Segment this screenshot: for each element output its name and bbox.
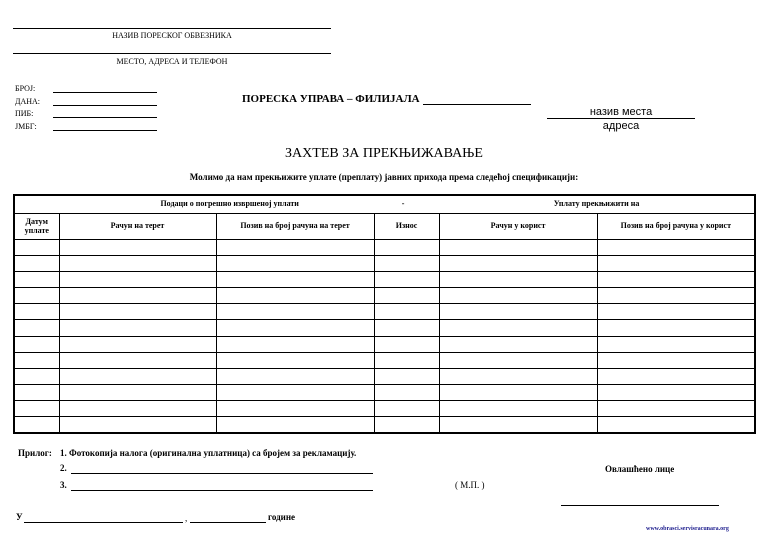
cell[interactable] (59, 336, 216, 352)
office-title: ПОРЕСКА УПРАВА – ФИЛИЈАЛА (242, 93, 420, 105)
cell[interactable] (439, 400, 597, 416)
cell[interactable] (59, 272, 216, 288)
cell[interactable] (439, 240, 597, 256)
cell[interactable] (216, 417, 374, 434)
cell[interactable] (374, 256, 439, 272)
cell[interactable] (216, 320, 374, 336)
cell[interactable] (597, 384, 755, 400)
place-label: назив места (589, 106, 653, 118)
table-row[interactable] (14, 240, 755, 256)
cell[interactable] (14, 417, 59, 434)
cell[interactable] (439, 384, 597, 400)
comma: , (185, 513, 188, 523)
cell[interactable] (597, 288, 755, 304)
year-line[interactable] (190, 522, 266, 523)
col-debit-account: Рачун на терет (59, 214, 216, 240)
group-header-right: Уплату прекњижити на (439, 195, 755, 214)
cell[interactable] (216, 400, 374, 416)
cell[interactable] (14, 288, 59, 304)
cell[interactable] (14, 368, 59, 384)
cell[interactable] (14, 240, 59, 256)
cell[interactable] (374, 384, 439, 400)
place-prefix: У (16, 512, 23, 522)
field-date-label: ДАНА: (15, 97, 41, 106)
attachment-1: 1. Фотокопија налога (оригинална уплатница) са бројем за рекламацију. (60, 448, 357, 458)
cell[interactable] (59, 384, 216, 400)
cell[interactable] (59, 320, 216, 336)
col-amount: Износ (374, 214, 439, 240)
cell[interactable] (216, 336, 374, 352)
cell[interactable] (216, 240, 374, 256)
cell[interactable] (374, 336, 439, 352)
cell[interactable] (59, 400, 216, 416)
cell[interactable] (374, 400, 439, 416)
taxpayer-name-line (13, 28, 331, 29)
cell[interactable] (14, 336, 59, 352)
cell[interactable] (14, 384, 59, 400)
group-left-label: Подаци о погрешно извршеној уплати (160, 199, 299, 209)
group-sep-label: - (401, 199, 405, 209)
attachment-2-line[interactable] (71, 473, 373, 474)
cell[interactable] (216, 256, 374, 272)
cell[interactable] (59, 288, 216, 304)
table-row[interactable] (14, 400, 755, 416)
attachment-3-line[interactable] (71, 490, 373, 491)
cell[interactable] (374, 240, 439, 256)
cell[interactable] (597, 400, 755, 416)
cell[interactable] (597, 256, 755, 272)
cell[interactable] (216, 304, 374, 320)
table-row[interactable] (14, 352, 755, 368)
attachments-label: Прилог: (18, 448, 52, 458)
cell[interactable] (439, 368, 597, 384)
cell[interactable] (597, 320, 755, 336)
col-credit-account: Рачун у корист (439, 214, 597, 240)
table-row[interactable] (14, 320, 755, 336)
place-line[interactable] (547, 118, 695, 119)
cell[interactable] (14, 304, 59, 320)
cell[interactable] (59, 352, 216, 368)
group-header-left (14, 195, 439, 214)
cell[interactable] (14, 400, 59, 416)
field-pib-line[interactable] (53, 117, 157, 118)
table-row[interactable] (14, 417, 755, 434)
cell[interactable] (374, 288, 439, 304)
request-text: Молимо да нам прекњижите уплате (преплату) јавних прихода према следећој спецификацији: (189, 172, 579, 182)
cell[interactable] (597, 336, 755, 352)
cell[interactable] (374, 320, 439, 336)
address-line (13, 53, 331, 54)
table-column-header (14, 214, 755, 240)
cell[interactable] (439, 336, 597, 352)
col-debit-reference: Позив на број рачуна на терет (216, 214, 374, 240)
cell[interactable] (216, 288, 374, 304)
cell[interactable] (216, 384, 374, 400)
field-pib-label: ПИБ: (15, 109, 34, 118)
attachment-2-label: 2. (60, 463, 67, 473)
cell[interactable] (59, 304, 216, 320)
cell[interactable] (374, 304, 439, 320)
table-row[interactable] (14, 384, 755, 400)
cell[interactable] (439, 288, 597, 304)
table-row[interactable] (14, 336, 755, 352)
col-date: Датум уплате (14, 214, 59, 240)
taxpayer-name-label: НАЗИВ ПОРЕСКОГ ОБВЕЗНИКА (112, 31, 232, 40)
signature-line[interactable] (561, 505, 719, 506)
cell[interactable] (597, 272, 755, 288)
table-group-header (14, 195, 755, 214)
field-date-line[interactable] (53, 105, 157, 106)
cell[interactable] (597, 368, 755, 384)
cell[interactable] (14, 320, 59, 336)
col-credit-reference: Позив на број рачуна у корист (597, 214, 755, 240)
cell[interactable] (374, 368, 439, 384)
table-row[interactable] (14, 288, 755, 304)
cell[interactable] (439, 320, 597, 336)
cell[interactable] (374, 352, 439, 368)
specification-table (13, 194, 756, 434)
cell[interactable] (439, 352, 597, 368)
attachment-3-label: 3. (60, 480, 67, 490)
cell[interactable] (439, 272, 597, 288)
authorized-person-label: Овлашћено лице (605, 464, 675, 474)
cell[interactable] (597, 240, 755, 256)
field-number-label: БРОЈ: (15, 84, 36, 93)
cell[interactable] (216, 272, 374, 288)
cell[interactable] (14, 272, 59, 288)
seal-label: ( М.П. ) (455, 480, 485, 490)
cell[interactable] (216, 352, 374, 368)
cell[interactable] (374, 417, 439, 434)
cell[interactable] (59, 417, 216, 434)
document-title: ЗАХТЕВ ЗА ПРЕКЊИЖАВАЊЕ (285, 146, 483, 161)
office-address-label: адреса (602, 120, 640, 132)
cell[interactable] (14, 256, 59, 272)
field-jmbg-label: ЈМБГ: (15, 122, 37, 131)
table-row[interactable] (14, 256, 755, 272)
cell[interactable] (59, 368, 216, 384)
year-suffix: године (268, 512, 296, 522)
cell[interactable] (597, 352, 755, 368)
cell[interactable] (216, 368, 374, 384)
table-row[interactable] (14, 368, 755, 384)
place-date-line[interactable] (24, 522, 183, 523)
cell[interactable] (14, 352, 59, 368)
cell[interactable] (597, 417, 755, 434)
watermark-link[interactable]: www.obrasci.servisracunara.org (646, 526, 729, 532)
cell[interactable] (59, 240, 216, 256)
cell[interactable] (439, 417, 597, 434)
table-row[interactable] (14, 272, 755, 288)
cell[interactable] (439, 256, 597, 272)
cell[interactable] (439, 304, 597, 320)
field-number-line[interactable] (53, 92, 157, 93)
cell[interactable] (59, 256, 216, 272)
cell[interactable] (374, 272, 439, 288)
field-jmbg-line[interactable] (53, 130, 157, 131)
address-label: МЕСТО, АДРЕСА И ТЕЛЕФОН (116, 57, 228, 66)
cell[interactable] (597, 304, 755, 320)
office-branch-line[interactable] (423, 104, 531, 105)
table-row[interactable] (14, 304, 755, 320)
